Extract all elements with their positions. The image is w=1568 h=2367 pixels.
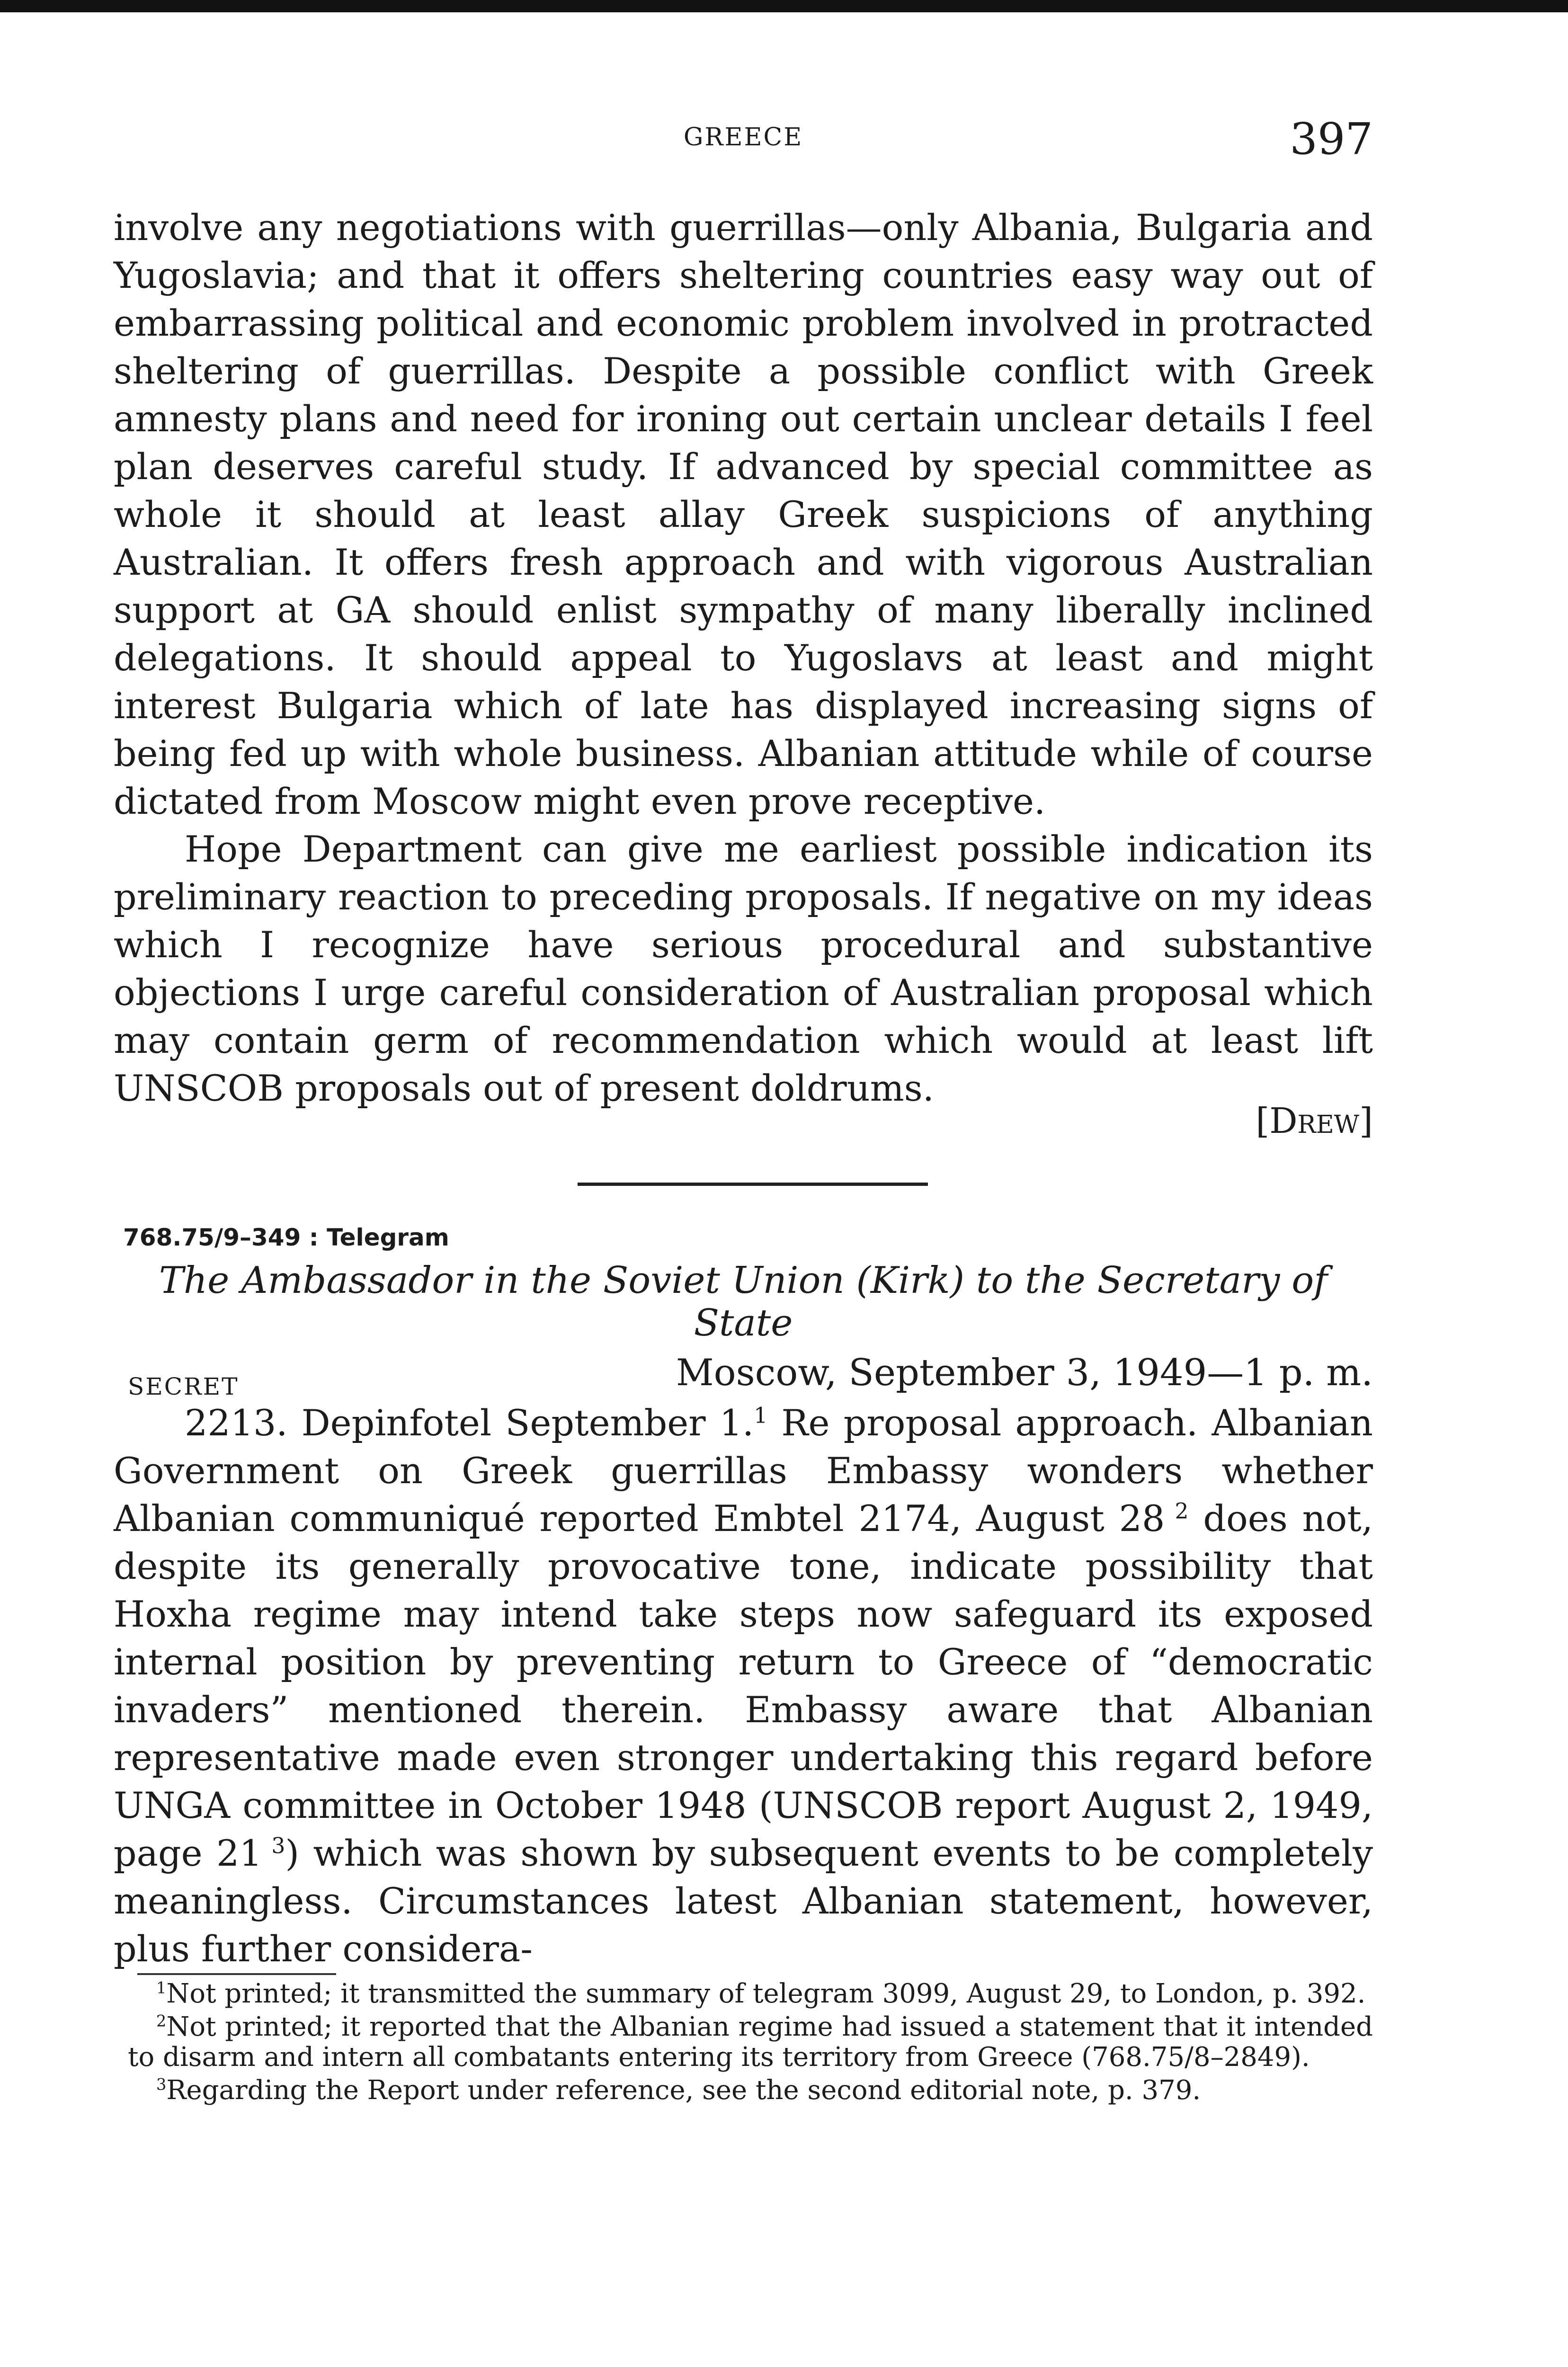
telegram-text-1: 2213. Depinfotel September 1. bbox=[185, 1402, 754, 1444]
scan-top-edge bbox=[0, 0, 1568, 12]
footnote-ref-3[interactable]: 3 bbox=[271, 1833, 285, 1859]
dateline: Moscow, September 3, 1949—1 p. m. bbox=[676, 1352, 1373, 1394]
document-title: The Ambassador in the Soviet Union (Kirk) to the Secretary of State bbox=[159, 1259, 1328, 1344]
footnotes bbox=[128, 1979, 1373, 2109]
footnote-2 bbox=[128, 2012, 1373, 2073]
page-number: 397 bbox=[1290, 114, 1373, 164]
footnote-text: Regarding the Report under reference, see the second editorial note, p. 379. bbox=[166, 2075, 1201, 2106]
file-reference: 768.75/9–349 : Telegram bbox=[123, 1224, 449, 1251]
footnote-mark: 3 bbox=[156, 2075, 167, 2094]
footnote-ref-1[interactable]: 1 bbox=[754, 1403, 768, 1428]
request-paragraph: Hope Department can give me earliest possible indication its preliminary reaction to preceding proposals. If negative on my ideas which I recognize have serious procedural and substantive objections I urge careful consideration of Australian proposal which may contain germ of recommendation which would at least lift UNSCOB proposals out of present doldrums. bbox=[114, 828, 1373, 1109]
telegram-body bbox=[114, 1399, 1373, 1973]
footnote-ref-2[interactable]: 2 bbox=[1175, 1498, 1189, 1524]
continuation-text bbox=[114, 204, 1373, 1112]
footnote-text: Not printed; it transmitted the summary of telegram 3099, August 29, to London, p. 392. bbox=[166, 1978, 1366, 2009]
page-header bbox=[114, 114, 1373, 170]
running-head: GREECE bbox=[683, 123, 803, 151]
telegram-text-2: Re proposal approach. Albanian Government on Greek guerrillas Embassy wonders whether Albanian communiqué reported Embtel 2174, August 28 bbox=[114, 1402, 1373, 1539]
footnote-text: Not printed; it reported that the Albanian regime had issued a statement that it intended to disarm and intern all combatants entering its territory from Greece (768.75/8–2849). bbox=[128, 2011, 1373, 2073]
signature: [Drew] bbox=[1256, 1101, 1373, 1141]
footnote-mark: 2 bbox=[156, 2011, 167, 2030]
continuation-paragraph: involve any negotiations with guerrillas—only Albania, Bulgaria and Yugoslavia; and that it offers sheltering countries easy way out of embarrassing political and economic problem involved in protracted sheltering of guerrillas. Despite a possible conflict with Greek amnesty plans and need for ironing out certain unclear details I feel plan deserves careful study. If advanced by special committee as whole it should at least allay Greek suspicions of anything Australian. It offers fresh approach and with vigorous Australian support at GA should enlist sympathy of many liberally inclined delegations. It should appeal to Yugoslavs at least and might interest Bulgaria which of late has displayed increasing signs of being fed up with whole business. Albanian attitude while of course dictated from Moscow might even prove receptive. bbox=[114, 206, 1373, 822]
footnote-1 bbox=[128, 1979, 1373, 2009]
telegram-paragraph bbox=[114, 1399, 1373, 1973]
footnote-mark: 1 bbox=[156, 1978, 167, 1997]
classification: SECRET bbox=[128, 1373, 239, 1400]
footnote-divider bbox=[137, 1973, 336, 1975]
footnote-3 bbox=[128, 2075, 1373, 2106]
section-divider bbox=[578, 1183, 928, 1186]
telegram-text-4: ) which was shown by subsequent events to be completely meaningless. Circumstances latest Albanian statement, however, plus further considera- bbox=[114, 1832, 1373, 1970]
telegram-text-3: does not, despite its generally provocative tone, indicate possibility that Hoxha regime may intend take steps now safeguard its exposed internal position by preventing return to Greece of “democratic invaders” mentioned therein. Embassy aware that Albanian representative made even stronger undertaking this regard before UNGA committee in October 1948 (UNSCOB report August 2, 1949, page 21 bbox=[114, 1497, 1373, 1874]
